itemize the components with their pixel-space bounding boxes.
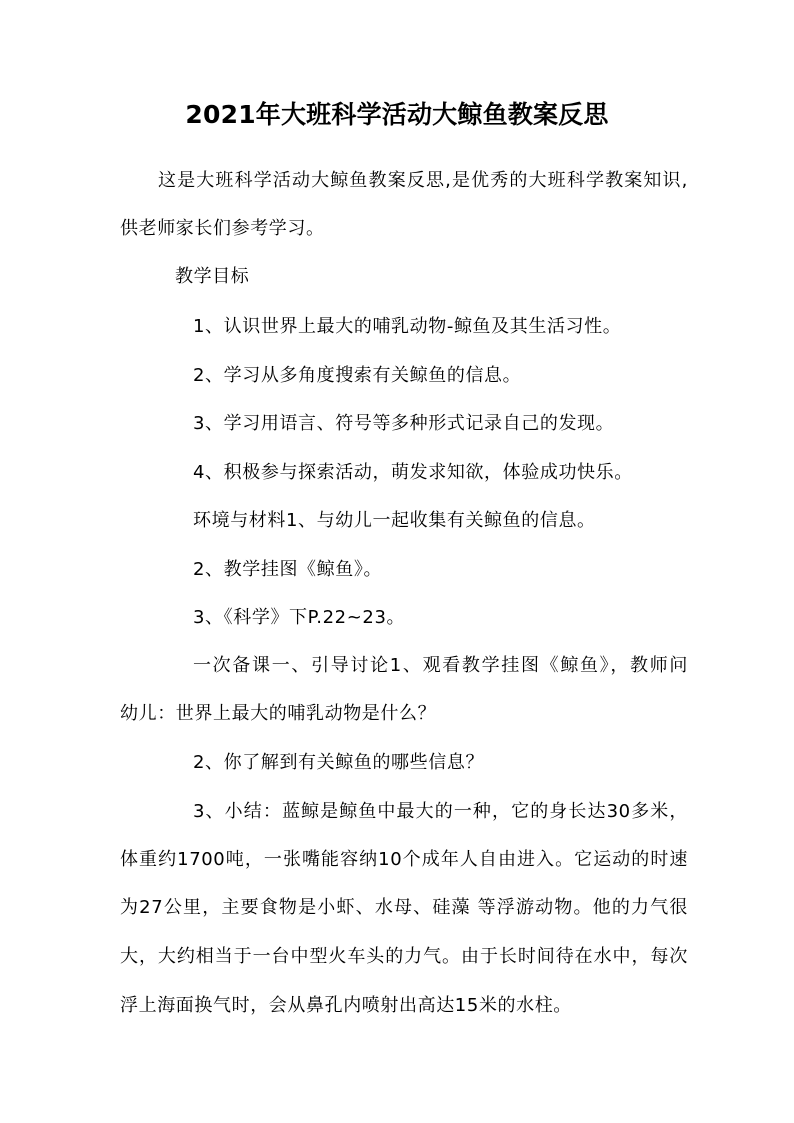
list-item: 1、认识世界上最大的哺乳动物-鲸鱼及其生活习性。 (193, 316, 622, 337)
document-title: 2021年大班科学活动大鲸鱼教案反思 (185, 100, 609, 129)
list-item: 4、积极参与探索活动，萌发求知欲，体验成功快乐。 (193, 462, 633, 483)
list-item: 2、你了解到有关鲸鱼的哪些信息？ (193, 752, 485, 773)
paragraph-line: 为27公里，主要食物是小虾、水母、硅藻 等浮游动物。他的力气很 (120, 897, 688, 918)
list-item: 3、学习用语言、符号等多种形式记录自己的发现。 (193, 413, 615, 434)
paragraph-line: 浮上海面换气时，会从鼻孔内喷射出高达15米的水柱。 (120, 995, 572, 1016)
paragraph-line: 环境与材料1、与幼儿一起收集有关鲸鱼的信息。 (193, 510, 596, 531)
list-item: 3、《科学》下P.22~23。 (193, 607, 406, 628)
paragraph-line: 这是大班科学活动大鲸鱼教案反思,是优秀的大班科学教案知识, (158, 170, 688, 191)
paragraph-line: 体重约1700吨，一张嘴能容纳10个成年人自由进入。它运动的时速 (120, 849, 688, 870)
paragraph-line: 3、小结：蓝鲸是鲸鱼中最大的一种，它的身长达30多米， (193, 801, 688, 822)
paragraph-line: 供老师家长们参考学习。 (120, 218, 325, 239)
paragraph-line: 大，大约相当于一台中型火车头的力气。由于长时间待在水中，每次 (120, 946, 688, 967)
list-item: 2、学习从多角度搜索有关鲸鱼的信息。 (193, 365, 522, 386)
paragraph-line: 一次备课一、引导讨论1、观看教学挂图《鲸鱼》，教师问 (193, 655, 688, 676)
paragraph-line: 幼儿：世界上最大的哺乳动物是什么？ (120, 703, 437, 724)
list-item: 2、教学挂图《鲸鱼》。 (193, 559, 383, 580)
section-heading: 教学目标 (175, 266, 250, 287)
